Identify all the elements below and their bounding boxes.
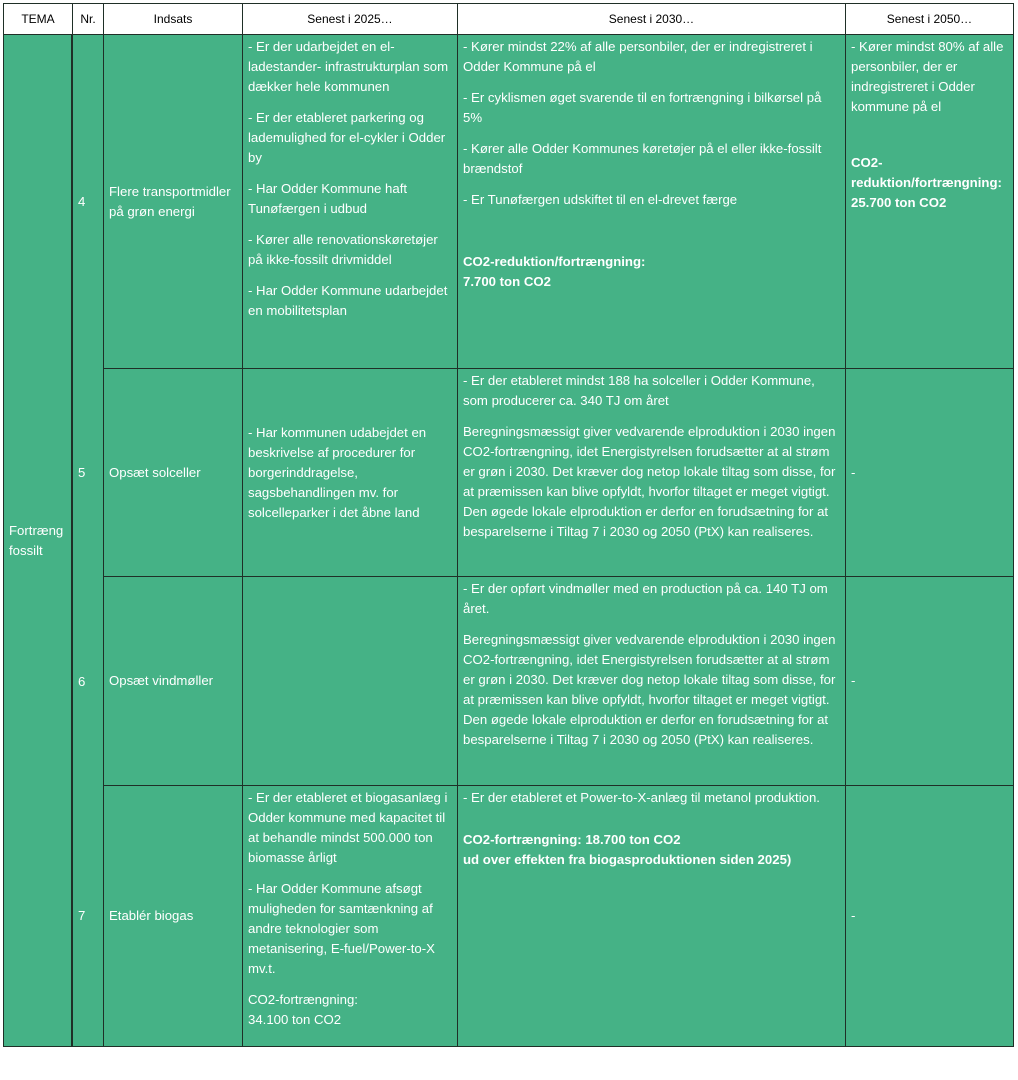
row-2030-cell bbox=[458, 577, 846, 786]
co2-summary bbox=[851, 153, 1008, 213]
list-item: - Er Tunøfærgen udskiftet til en el-drevet færge bbox=[463, 192, 738, 207]
row-2050-cell bbox=[846, 35, 1014, 369]
row-indsats bbox=[104, 369, 243, 577]
row-nr-value: 6 bbox=[78, 673, 86, 689]
empty-dash: - bbox=[851, 464, 856, 480]
row-nr bbox=[73, 369, 104, 577]
co2-summary bbox=[248, 990, 452, 1030]
list-item: - Er der etableret et biogasanlæg i Odder kommune med kapacitet til at behandle mindst 500.000 ton biomasse årligt bbox=[248, 790, 448, 865]
row-2025-cell bbox=[243, 35, 458, 369]
tema-label: Fortræng fossilt bbox=[9, 522, 64, 558]
row-2025-cell bbox=[243, 577, 458, 786]
header-tema: TEMA bbox=[4, 4, 73, 35]
indsats-label: Flere transportmidler på grøn energi bbox=[109, 183, 231, 219]
row-2025-cell bbox=[243, 369, 458, 577]
empty-dash: - bbox=[851, 908, 856, 923]
list-item: - Kører alle renovationskøretøjer på ikke-fossilt drivmiddel bbox=[248, 232, 438, 267]
list-item: - Kører mindst 80% af alle personbiler, der er indregistreret i Odder kommune på el bbox=[851, 39, 1004, 114]
list-item: - Har Odder Kommune afsøgt muligheden for samtænkning af andre teknologier som metanisering, E-fuel/Power-to-X mv.t. bbox=[248, 881, 435, 976]
indsats-label: Opsæt solceller bbox=[109, 464, 201, 480]
row-2050-cell bbox=[846, 369, 1014, 577]
row-2050-cell bbox=[846, 786, 1014, 1047]
co2-label: CO2-fortrængning: 18.700 ton CO2 bbox=[463, 832, 681, 847]
list-item: - Har kommunen udabejdet en beskrivelse af procedurer for borgerinddragelse, sagsbehandlingen mv. for solcelleparker i det åbne land bbox=[248, 424, 427, 520]
row-2025-cell bbox=[243, 786, 458, 1047]
row-2030-cell bbox=[458, 369, 846, 577]
row-indsats bbox=[104, 577, 243, 786]
tema-cell bbox=[4, 35, 73, 1047]
co2-value: 25.700 ton CO2 bbox=[851, 195, 947, 210]
list-item: - Kører alle Odder Kommunes køretøjer på el eller ikke-fossilt brændstof bbox=[463, 141, 822, 176]
row-indsats bbox=[104, 786, 243, 1047]
list-item: - Er der etableret parkering og lademulighed for el-cykler i Odder by bbox=[248, 110, 446, 165]
list-item: - Kører mindst 22% af alle personbiler, der er indregistreret i Odder Kommune på el bbox=[463, 39, 813, 74]
row-2030-cell bbox=[458, 35, 846, 369]
row-nr bbox=[73, 786, 104, 1047]
row-nr bbox=[73, 577, 104, 786]
row-nr-value: 4 bbox=[78, 194, 86, 209]
row-nr-value: 7 bbox=[78, 908, 86, 923]
list-item: - Har Odder Kommune haft Tunøfærgen i udbud bbox=[248, 181, 408, 216]
explanation-text: Beregningsmæssigt giver vedvarende elproduktion i 2030 ingen CO2-fortrængning, idet Energistyrelsen forudsætter at al strøm er grøn i 2030. Det kræver dog netop lokale tiltag som disse, for at præmissen kan blive opfyldt, hvorfor tiltaget er meget vigtigt. Den øgede lokale elproduktion er derfor en forudsætning for at besparelserne i Tiltag 7 i 2030 og 2050 (PtX) kan realiseres. bbox=[463, 632, 836, 747]
indsats-label: Etablér biogas bbox=[109, 908, 194, 923]
header-indsats: Indsats bbox=[104, 4, 243, 35]
co2-label: CO2-reduktion/fortrængning: bbox=[463, 254, 646, 269]
header-nr: Nr. bbox=[73, 4, 104, 35]
list-item: - Er der udarbejdet en el-ladestander- infrastrukturplan som dækker hele kommunen bbox=[248, 39, 449, 94]
list-item: - Er der opført vindmøller med en production på ca. 140 TJ om året. bbox=[463, 581, 828, 616]
list-item: - Har Odder Kommune udarbejdet en mobilitetsplan bbox=[248, 283, 448, 318]
row-2030-cell bbox=[458, 786, 846, 1047]
header-2050: Senest i 2050… bbox=[846, 4, 1014, 35]
co2-note: ud over effekten fra biogasproduktionen siden 2025) bbox=[463, 852, 792, 867]
indsats-label: Opsæt vindmøller bbox=[109, 673, 214, 688]
list-item: - Er der etableret et Power-to-X-anlæg til metanol produktion. bbox=[463, 790, 820, 805]
row-nr-value: 5 bbox=[78, 465, 86, 480]
empty-dash: - bbox=[851, 673, 856, 688]
co2-label: CO2-fortrængning: bbox=[248, 992, 358, 1007]
co2-summary bbox=[463, 252, 840, 292]
row-2050-cell bbox=[846, 577, 1014, 786]
header-2025: Senest i 2025… bbox=[243, 4, 458, 35]
co2-value: 34.100 ton CO2 bbox=[248, 1012, 342, 1027]
list-item: - Er der etableret mindst 188 ha solceller i Odder Kommune, som producerer ca. 340 TJ om året bbox=[463, 373, 815, 408]
header-2030: Senest i 2030… bbox=[458, 4, 846, 35]
row-nr bbox=[73, 35, 104, 369]
co2-summary bbox=[463, 830, 840, 870]
explanation-text: Beregningsmæssigt giver vedvarende elproduktion i 2030 ingen CO2-fortrængning, idet Energistyrelsen forudsætter at al strøm er grøn i 2030. Det kræver dog netop lokale tiltag som disse, for at præmissen kan blive opfyldt, hvorfor tiltaget er meget vigtigt. Den øgede lokale elproduktion er derfor en forudsætning for at besparelserne i Tiltag 7 i 2030 og 2050 (PtX) kan realiseres. bbox=[463, 424, 836, 539]
list-item: - Er cyklismen øget svarende til en fortrængning i bilkørsel på 5% bbox=[463, 90, 822, 125]
row-indsats bbox=[104, 35, 243, 369]
co2-value: 7.700 ton CO2 bbox=[463, 274, 551, 289]
co2-label: CO2-reduktion/fortrængning: bbox=[851, 155, 1002, 190]
action-plan-table bbox=[3, 3, 1014, 1047]
